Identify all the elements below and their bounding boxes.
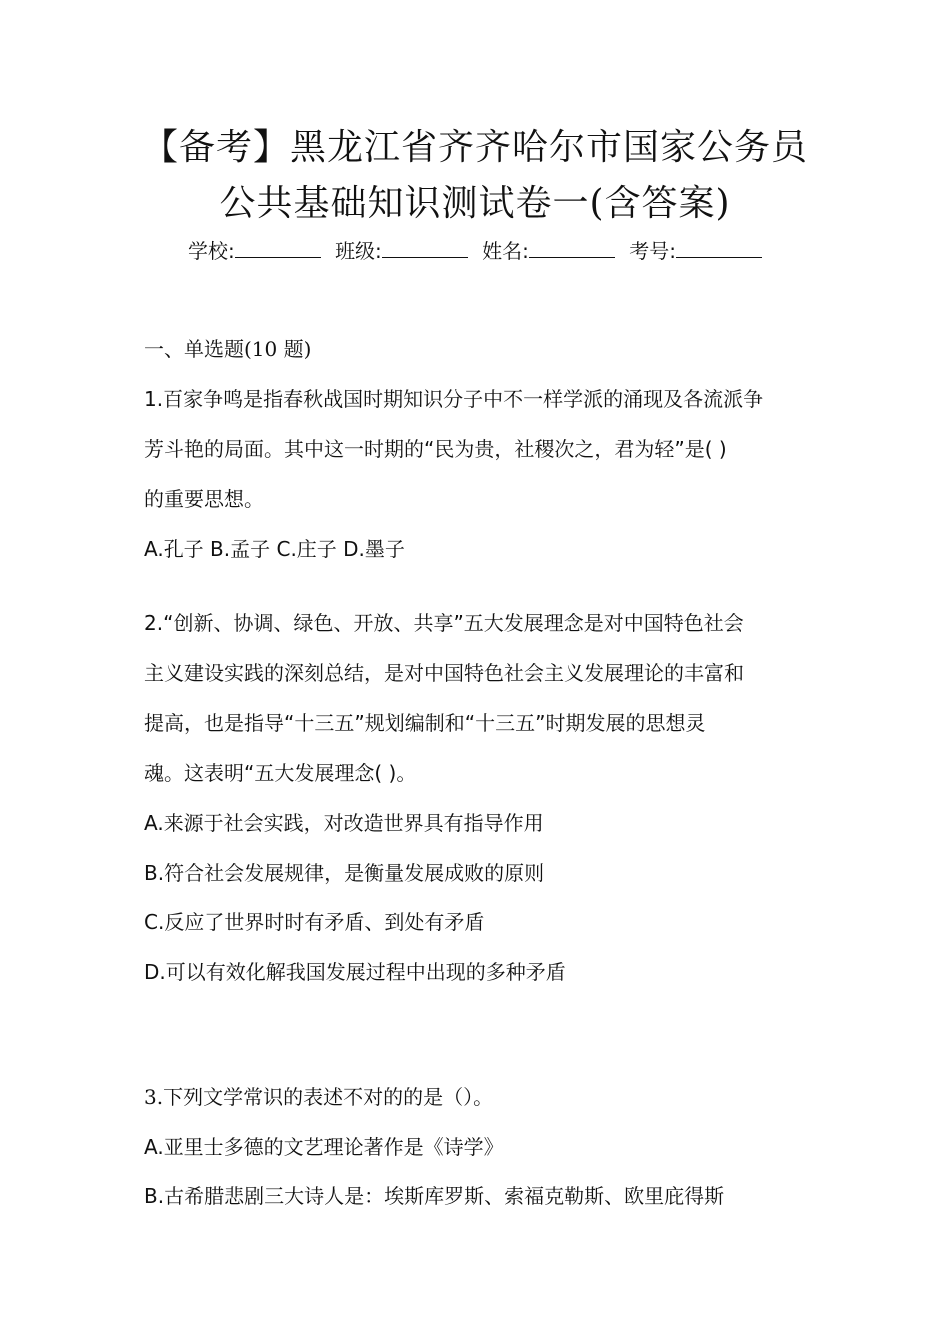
question-1-line-2: 芳斗艳的局面。其中这一时期的“民为贵，社稷次之，君为轻”是( )	[144, 437, 727, 461]
name-field	[482, 239, 615, 263]
question-2-line-1: 2.“创新、协调、绿色、开放、共享”五大发展理念是对中国特色社会	[144, 611, 744, 635]
class-blank[interactable]	[382, 239, 468, 258]
document-title-line-1: 【备考】黑龙江省齐齐哈尔市国家公务员	[141, 127, 808, 168]
name-blank[interactable]	[529, 239, 615, 258]
exam-no-field	[629, 239, 762, 263]
question-2-line-2: 主义建设实践的深刻总结，是对中国特色社会主义发展理论的丰富和	[144, 661, 744, 685]
section-heading: 一、单选题(10 题)	[144, 337, 312, 361]
name-label: 姓名:	[482, 239, 529, 263]
school-label: 学校:	[187, 239, 235, 263]
question-1-line-1: 1.百家争鸣是指春秋战国时期知识分子中不一样学派的涌现及各流派争	[144, 387, 764, 411]
question-3-option-a: A.亚里士多德的文艺理论著作是《诗学》	[144, 1135, 504, 1159]
class-field	[335, 239, 468, 263]
question-1-line-3: 的重要思想。	[144, 487, 264, 511]
question-2-line-4: 魂。这表明“五大发展理念( )。	[144, 761, 417, 785]
document-title-line-2: 公共基础知识测试卷一(含答案)	[219, 183, 731, 224]
question-3-option-b: B.古希腊悲剧三大诗人是：埃斯库罗斯、索福克勒斯、欧里庇得斯	[144, 1184, 725, 1208]
school-field	[188, 239, 321, 263]
question-2-option-d: D.可以有效化解我国发展过程中出现的多种矛盾	[144, 960, 566, 984]
school-blank[interactable]	[235, 239, 321, 258]
question-2-option-b: B.符合社会发展规律，是衡量发展成败的原则	[144, 861, 545, 885]
question-2-option-c: C.反应了世界时时有矛盾、到处有矛盾	[144, 910, 485, 934]
exam-no-blank[interactable]	[676, 239, 762, 258]
question-1-options: A.孔子 B.孟子 C.庄子 D.墨子	[144, 537, 405, 561]
question-2-line-3: 提高，也是指导“十三五”规划编制和“十三五”时期发展的思想灵	[144, 711, 706, 735]
question-3-line-1: 3.下列文学常识的表述不对的的是（）。	[144, 1085, 494, 1109]
exam-no-label: 考号:	[629, 239, 677, 263]
question-2-option-a: A.来源于社会实践，对改造世界具有指导作用	[144, 811, 544, 835]
class-label: 班级:	[335, 239, 382, 263]
student-info-fields	[0, 236, 950, 266]
